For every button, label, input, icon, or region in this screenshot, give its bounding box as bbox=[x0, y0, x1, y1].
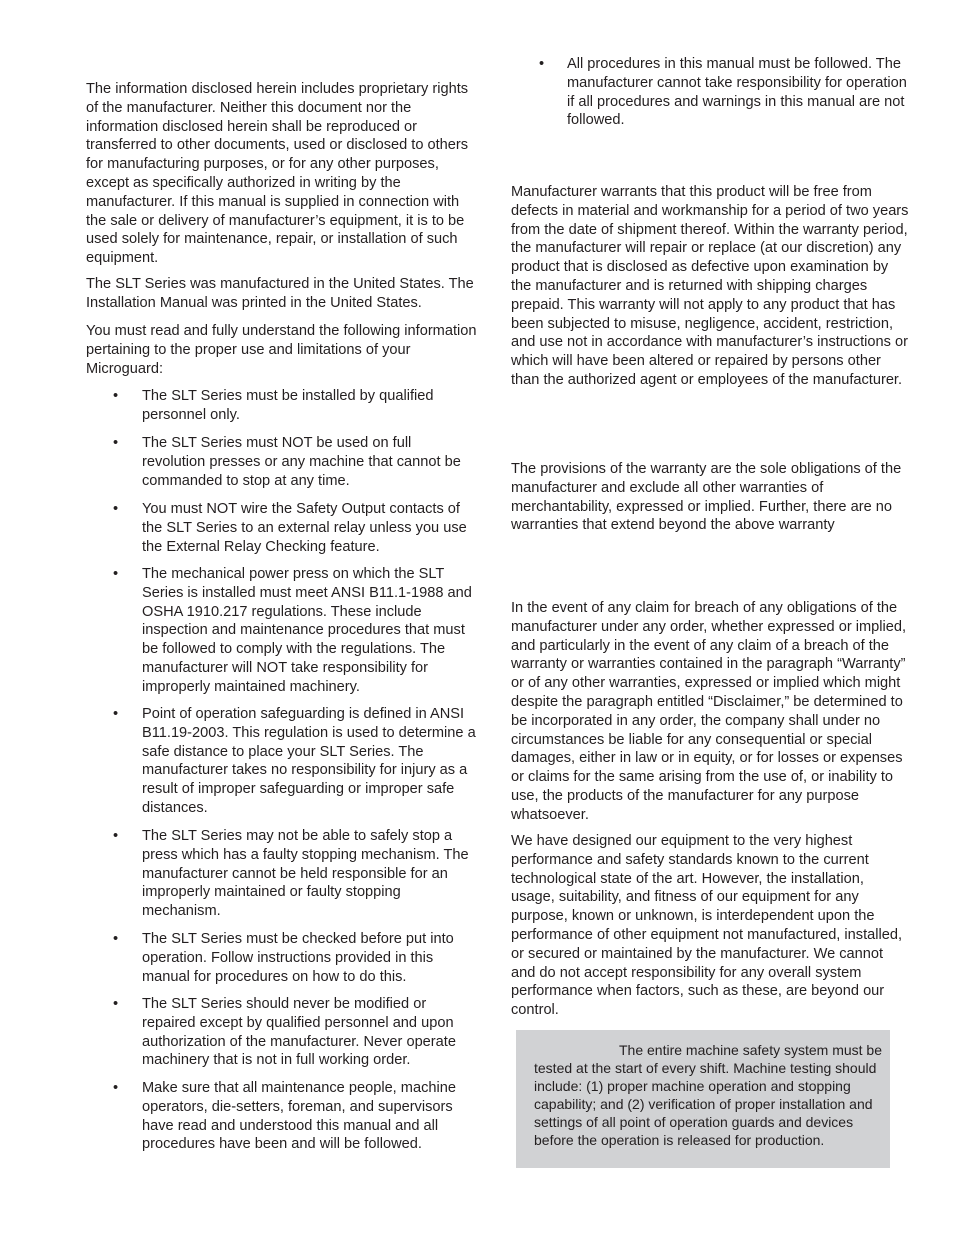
limitation-of-liability-paragraph: In the event of any claim for breach of any obligations of the manufacturer under any order, whether expressed or implied, and particularly in the event of any claim of a breach of the warranty or warranties contained in the paragraph “Warranty” or of any other warranties, expressed or implied which might despite the paragraph entitled “Disclaimer,” be determined to be incorporated in any order, the company shall under no circumstances be liable for any consequential or special damages, either in law or in equity, or for losses or expenses or claims for the same arising from the use of, or inability to use, the products of the manufacturer for any purpose whatsoever. bbox=[511, 600, 907, 823]
list-item: • The SLT Series must be checked before put into operation. Follow instructions provided in this manual for procedures on how to do this. bbox=[86, 930, 478, 986]
warranty-paragraph: Manufacturer warrants that this product will be free from defects in material and workmanship for a period of two years from the date of shipment thereof. Within the warranty period, the manufacturer will repair or replace (at our discretion) any product that is disclosed as defective upon examination by the manufacturer and is returned with shipping charges prepaid. This warranty will not apply to any product that has been subjected to misuse, negligence, accident, restriction, and use not in accordance with manufacturer’s instructions or which will have been altered or repaired by persons other than the authorized agent or employees of the manufacturer. bbox=[511, 184, 909, 388]
list-item: • Point of operation safeguarding is defined in ANSI B11.19-2003. This regulation is used to determine a safe distance to place your SLT Series. The manufacturer takes no responsibility for injury as a result of improper safeguarding or improper safe distances. bbox=[86, 705, 478, 818]
design-standards-paragraph: We have designed our equipment to the very highest performance and safety standards known to the current technological state of the art. However, the installation, usage, suitability, and fitness of our equipment for any purpose, known or unknown, is interdependent upon the performance of other equipment not manufactured, installed, or secured or maintained by the manufacturer. We cannot and do not accept responsibility for any overall system performance when factors, such as these, are beyond our control. bbox=[511, 833, 903, 1019]
list-item: • The SLT Series must NOT be used on full revolution presses or any machine that cannot be commanded to stop at any time. bbox=[86, 434, 478, 490]
list-item: • Make sure that all maintenance people, machine operators, die-setters, foreman, and supervisors have read and understood this manual and all procedures have been and will be followed. bbox=[86, 1079, 478, 1154]
procedures-bullet: • All procedures in this manual must be followed. The manufacturer cannot take responsibility for operation if all procedures and warnings in this manual are not followed. bbox=[567, 55, 912, 130]
list-item: • The SLT Series may not be able to safely stop a press which has a faulty stopping mechanism. The manufacturer cannot be held responsible for an improperly maintained or faulty stopping mechanism. bbox=[86, 827, 478, 921]
list-item: • The SLT Series must be installed by qualified personnel only. bbox=[86, 387, 478, 425]
manufactured-in-paragraph: The SLT Series was manufactured in the United States. The Installation Manual was printed in the United States. bbox=[86, 276, 474, 311]
read-and-understand-paragraph: You must read and fully understand the following information pertaining to the proper use and limitations of your Microguard: bbox=[86, 323, 477, 377]
disclaimer-paragraph: The provisions of the warranty are the sole obligations of the manufacturer and exclude all other warranties of merchantability, expressed or implied. Further, there are no warranties that extend beyond the above warranty bbox=[511, 461, 902, 534]
list-item: • You must NOT wire the Safety Output contacts of the SLT Series to an external relay unless you use the External Relay Checking feature. bbox=[86, 500, 478, 556]
safety-test-note-text: The entire machine safety system must be tested at the start of every shift. Machine testing should include: (1) proper machine operation and stopping capability; and (2) verification of proper installation and settings of all point of operation guards and devices before the operation is released for production. bbox=[534, 1042, 882, 1148]
list-item: • The SLT Series should never be modified or repaired except by qualified personnel and upon authorization of the manufacturer. Never operate machinery that is not in full working order. bbox=[86, 995, 478, 1070]
proprietary-rights-paragraph: The information disclosed herein includes proprietary rights of the manufacturer. Neither this document nor the information disclosed herein shall be reproduced or transferred to other documents, used or disclosed to others for manufacturing purposes, or for any other purposes, except as specifically authorized in writing by the manufacturer. If this manual is supplied in connection with the sale or delivery of manufacturer’s equipment, it is to be used solely for maintenance, repair, or installation of such equipment. bbox=[86, 81, 469, 267]
safety-test-note-box bbox=[516, 1030, 890, 1168]
list-item: • The mechanical power press on which the SLT Series is installed must meet ANSI B11.1-1988 and OSHA 1910.217 regulations. These include inspection and maintenance procedures that must be followed to comply with the regulations. The manufacturer will NOT take responsibility for improperly maintained machinery. bbox=[86, 565, 478, 697]
